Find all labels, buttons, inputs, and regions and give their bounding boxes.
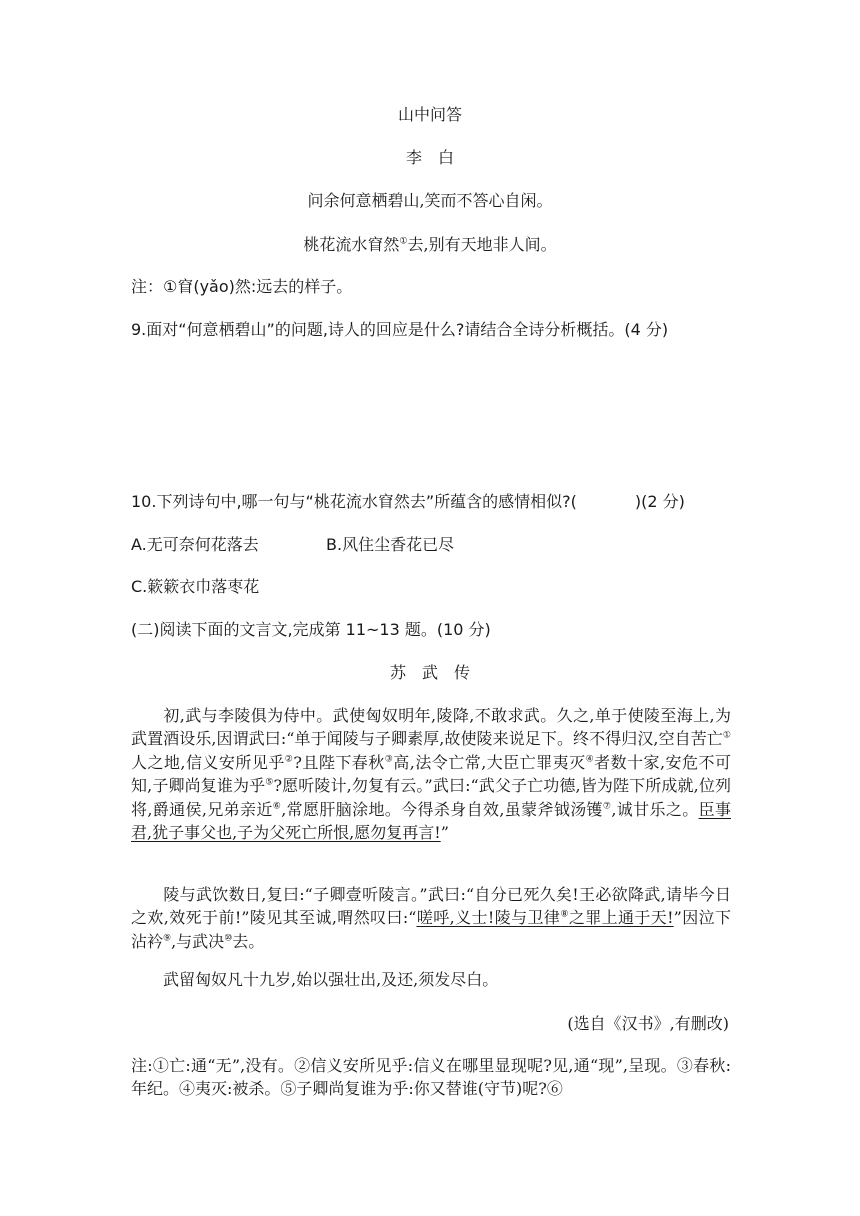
- poem-line-2: [0, 234, 860, 256]
- passage-paragraph-1: 初,武与李陵俱为侍中。武使匈奴明年,陵降,不敢求武。久之,单于使陵至海上,为武置酒设乐,因谓武曰:“单于闻陵与子卿素厚,故使陵来说足下。终不得归汉,空自苦亡①人之地,信义安所见乎②?且陛下春秋③高,法令亡常,大臣亡罪夷灭④者数十家,安危不可知,子卿尚复谁为乎⑤?愿听陵计,勿复有云。”武曰:“武父子亡功德,皆为陛下所成就,位列将,爵通侯,兄弟亲近⑥,常愿肝脑涂地。今得杀身自效,虽蒙斧钺汤镬⑦,诚甘乐之。臣事君,犹子事父也,子为父死亡所恨,愿勿复再言!”: [131, 706, 731, 843]
- passage-paragraph-3: 武留匈奴凡十九岁,始以强壮出,及还,须发尽白。: [163, 970, 499, 989]
- footnote-marker: ②: [284, 754, 294, 765]
- poem-line-2-text-b: 去,别有天地非人间。: [407, 235, 557, 254]
- poem-note: 注：①窅(yǎo)然:远去的样子。: [131, 277, 353, 296]
- passage-notes: 注:①亡:通“无”,没有。②信义安所见乎:信义在哪里显现呢?见,通“现”,呈现。③春秋:年纪。④夷灭:被杀。⑤子卿尚复谁为乎:你又替谁(守节)呢?⑥: [131, 1056, 731, 1099]
- poem-author: 李 白: [405, 148, 454, 167]
- footnote-marker: ⑩: [224, 933, 233, 944]
- footnote-marker: ①: [399, 236, 408, 247]
- poem-line-2-text-a: 桃花流水窅然: [303, 235, 400, 254]
- underlined-sentence: 臣事君,犹子事父也,子为父死亡所恨,愿勿复再言!: [131, 799, 731, 843]
- question-10-stem: 10.下列诗句中,哪一句与“桃花流水窅然去”所蕴含的感情相似?(: [131, 492, 577, 511]
- footnote-marker: ③: [384, 754, 394, 765]
- footnote-marker: ⑦: [602, 801, 612, 812]
- passage-source: (选自《汉书》,有删改): [567, 1014, 729, 1033]
- footnote-marker: ④: [585, 754, 595, 765]
- question-10-score: )(2 分): [634, 492, 685, 511]
- option-b: B.风住尘香花已尽: [326, 535, 455, 554]
- footnote-marker: ①: [722, 731, 731, 742]
- footnote-marker: ⑨: [163, 933, 172, 944]
- poem-title: 山中问答: [397, 105, 462, 124]
- section-2-heading: (二)阅读下面的文言文,完成第 11~13 题。(10 分): [131, 620, 491, 639]
- question-10: [131, 491, 685, 513]
- option-c: C.簌簌衣巾落枣花: [131, 577, 260, 596]
- option-a: A.无可奈何花落去: [131, 535, 259, 554]
- passage-paragraph-2: 陵与武饮数日,复曰:“子卿壹听陵言。”武曰:“自分已死久矣!王必欲降武,请毕今日之欢,效死于前!”陵见其至诚,喟然叹曰:“嗟呼,义士!陵与卫律⑧之罪上通于天!”因泣下沾衿⑨,与武决⑩去。: [131, 885, 731, 951]
- footnote-marker: ⑥: [272, 801, 282, 812]
- poem-line-1: 问余何意栖碧山,笑而不答心自闲。: [307, 191, 553, 210]
- passage-title: 苏 武 传: [389, 663, 470, 682]
- footnote-marker: ⑧: [560, 910, 569, 921]
- footnote-marker: ⑤: [265, 777, 274, 788]
- question-9: 9.面对“何意栖碧山”的问题,诗人的回应是什么?请结合全诗分析概括。(4 分): [131, 320, 669, 339]
- underlined-sentence: 嗟呼,义士!陵与卫律⑧之罪上通于天!: [416, 908, 674, 928]
